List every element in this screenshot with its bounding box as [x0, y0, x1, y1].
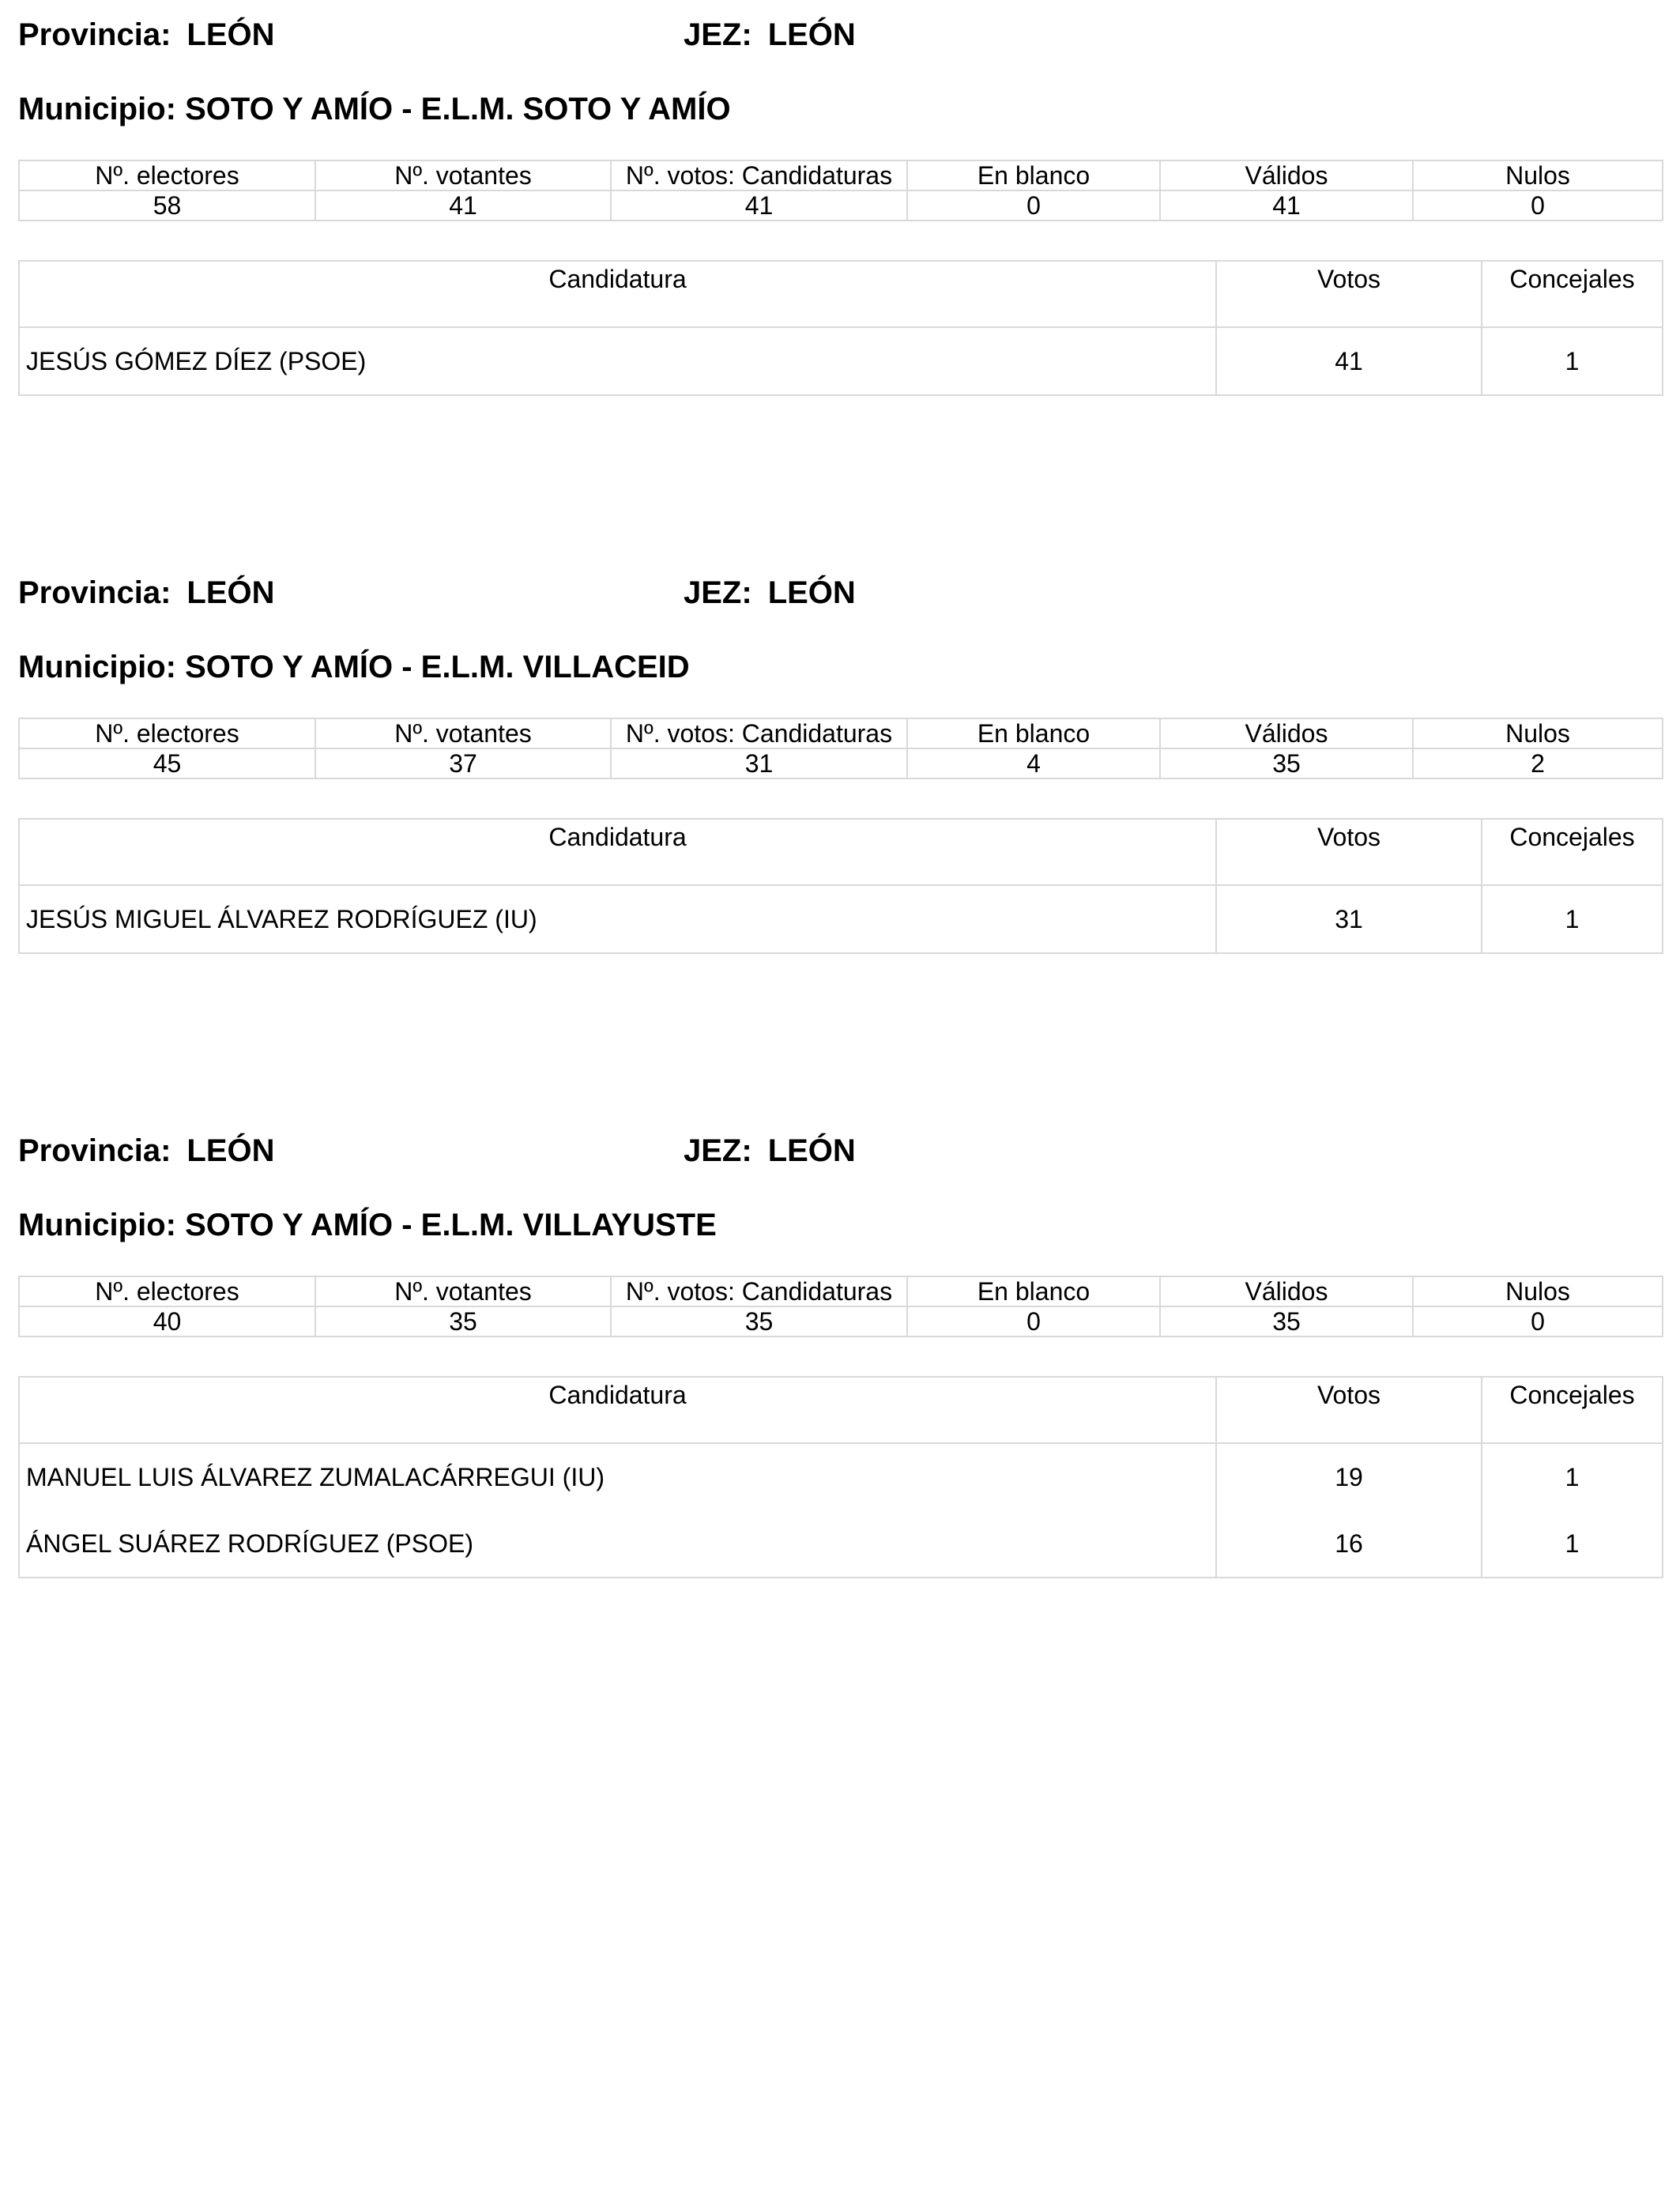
- jez-value: LEÓN: [767, 17, 856, 52]
- stats-header-row: [19, 718, 1663, 748]
- stat-header-votos-candidaturas: Nº. votos: Candidaturas: [611, 718, 907, 748]
- stat-header-electores: Nº. electores: [19, 160, 315, 190]
- stat-value-electores: 45: [19, 748, 315, 778]
- provincia-line: [18, 1132, 275, 1170]
- provincia-value: LEÓN: [186, 575, 275, 610]
- stat-value-validos: 35: [1160, 1306, 1413, 1336]
- stat-header-validos: Válidos: [1160, 160, 1413, 190]
- candidate-row: [19, 327, 1663, 395]
- candidates-header-row: [19, 819, 1663, 885]
- candidate-votos: 41: [1216, 327, 1482, 395]
- candidates-table: [18, 1376, 1663, 1578]
- jez-label: JEZ:: [684, 1133, 752, 1168]
- stat-value-electores: 40: [19, 1306, 315, 1336]
- jez-label: JEZ:: [684, 17, 752, 52]
- stat-value-en-blanco: 0: [907, 1306, 1160, 1336]
- municipio-value: SOTO Y AMÍO - E.L.M. VILLACEID: [185, 650, 690, 684]
- candidate-concejales: 1: [1482, 1510, 1663, 1578]
- provincia-label: Provincia:: [18, 575, 171, 610]
- stat-value-nulos: 2: [1413, 748, 1663, 778]
- stat-value-votos-candidaturas: 35: [611, 1306, 907, 1336]
- jez-line: [684, 16, 856, 54]
- provincia-label: Provincia:: [18, 1133, 171, 1168]
- stat-value-votantes: 37: [315, 748, 611, 778]
- stat-value-en-blanco: 4: [907, 748, 1160, 778]
- candidates-table: [18, 818, 1663, 954]
- stat-header-votantes: Nº. votantes: [315, 160, 611, 190]
- stat-header-nulos: Nulos: [1413, 718, 1663, 748]
- candidate-votos: 31: [1216, 885, 1482, 953]
- jez-line: [684, 574, 856, 612]
- stat-header-validos: Válidos: [1160, 1276, 1413, 1306]
- provincia-label: Provincia:: [18, 17, 171, 52]
- candidate-row: [19, 885, 1663, 953]
- stat-header-electores: Nº. electores: [19, 718, 315, 748]
- municipio-label: Municipio:: [18, 1208, 176, 1242]
- stat-value-electores: 58: [19, 190, 315, 221]
- candidate-name: ÁNGEL SUÁREZ RODRÍGUEZ (PSOE): [19, 1510, 1216, 1578]
- stat-value-nulos: 0: [1413, 190, 1663, 221]
- stat-header-votos-candidaturas: Nº. votos: Candidaturas: [611, 1276, 907, 1306]
- stats-value-row: [19, 190, 1663, 221]
- municipio-value: SOTO Y AMÍO - E.L.M. SOTO Y AMÍO: [185, 92, 731, 126]
- stats-table: [18, 718, 1663, 779]
- jez-line: [684, 1132, 856, 1170]
- stat-header-votantes: Nº. votantes: [315, 1276, 611, 1306]
- municipio-line: [18, 648, 690, 686]
- provincia-line: [18, 574, 275, 612]
- provincia-value: LEÓN: [186, 17, 275, 52]
- stats-table: [18, 160, 1663, 221]
- stats-value-row: [19, 748, 1663, 778]
- cand-header-candidatura: Candidatura: [19, 819, 1216, 885]
- jez-value: LEÓN: [767, 1133, 856, 1168]
- candidate-votos: 16: [1216, 1510, 1482, 1578]
- cand-header-votos: Votos: [1216, 819, 1482, 885]
- stat-header-en-blanco: En blanco: [907, 718, 1160, 748]
- candidates-header-row: [19, 261, 1663, 327]
- municipio-value: SOTO Y AMÍO - E.L.M. VILLAYUSTE: [185, 1208, 717, 1242]
- candidate-name: JESÚS GÓMEZ DÍEZ (PSOE): [19, 327, 1216, 395]
- stat-header-validos: Válidos: [1160, 718, 1413, 748]
- candidates-table: [18, 260, 1663, 396]
- municipio-line: [18, 1206, 717, 1244]
- stat-header-votantes: Nº. votantes: [315, 718, 611, 748]
- stat-header-votos-candidaturas: Nº. votos: Candidaturas: [611, 160, 907, 190]
- cand-header-candidatura: Candidatura: [19, 1377, 1216, 1443]
- stat-value-votantes: 35: [315, 1306, 611, 1336]
- candidate-name: JESÚS MIGUEL ÁLVAREZ RODRÍGUEZ (IU): [19, 885, 1216, 953]
- stat-header-nulos: Nulos: [1413, 160, 1663, 190]
- candidate-concejales: 1: [1482, 327, 1663, 395]
- stat-value-votos-candidaturas: 31: [611, 748, 907, 778]
- stat-value-votantes: 41: [315, 190, 611, 221]
- candidate-concejales: 1: [1482, 885, 1663, 953]
- stat-header-electores: Nº. electores: [19, 1276, 315, 1306]
- cand-header-concejales: Concejales: [1482, 1377, 1663, 1443]
- stat-header-nulos: Nulos: [1413, 1276, 1663, 1306]
- stat-value-validos: 41: [1160, 190, 1413, 221]
- stats-header-row: [19, 1276, 1663, 1306]
- stat-header-en-blanco: En blanco: [907, 160, 1160, 190]
- stat-value-nulos: 0: [1413, 1306, 1663, 1336]
- municipio-label: Municipio:: [18, 650, 176, 684]
- jez-value: LEÓN: [767, 575, 856, 610]
- stats-table: [18, 1276, 1663, 1337]
- stat-header-en-blanco: En blanco: [907, 1276, 1160, 1306]
- candidate-name: MANUEL LUIS ÁLVAREZ ZUMALACÁRREGUI (IU): [19, 1443, 1216, 1510]
- candidate-concejales: 1: [1482, 1443, 1663, 1510]
- stats-header-row: [19, 160, 1663, 190]
- cand-header-candidatura: Candidatura: [19, 261, 1216, 327]
- stats-value-row: [19, 1306, 1663, 1336]
- jez-label: JEZ:: [684, 575, 752, 610]
- municipio-label: Municipio:: [18, 92, 176, 126]
- candidate-row: [19, 1443, 1663, 1510]
- cand-header-votos: Votos: [1216, 261, 1482, 327]
- stat-value-votos-candidaturas: 41: [611, 190, 907, 221]
- stat-value-validos: 35: [1160, 748, 1413, 778]
- cand-header-concejales: Concejales: [1482, 819, 1663, 885]
- cand-header-votos: Votos: [1216, 1377, 1482, 1443]
- provincia-line: [18, 16, 275, 54]
- candidate-row: [19, 1510, 1663, 1578]
- municipio-line: [18, 90, 731, 128]
- provincia-value: LEÓN: [186, 1133, 275, 1168]
- candidates-header-row: [19, 1377, 1663, 1443]
- candidate-votos: 19: [1216, 1443, 1482, 1510]
- cand-header-concejales: Concejales: [1482, 261, 1663, 327]
- stat-value-en-blanco: 0: [907, 190, 1160, 221]
